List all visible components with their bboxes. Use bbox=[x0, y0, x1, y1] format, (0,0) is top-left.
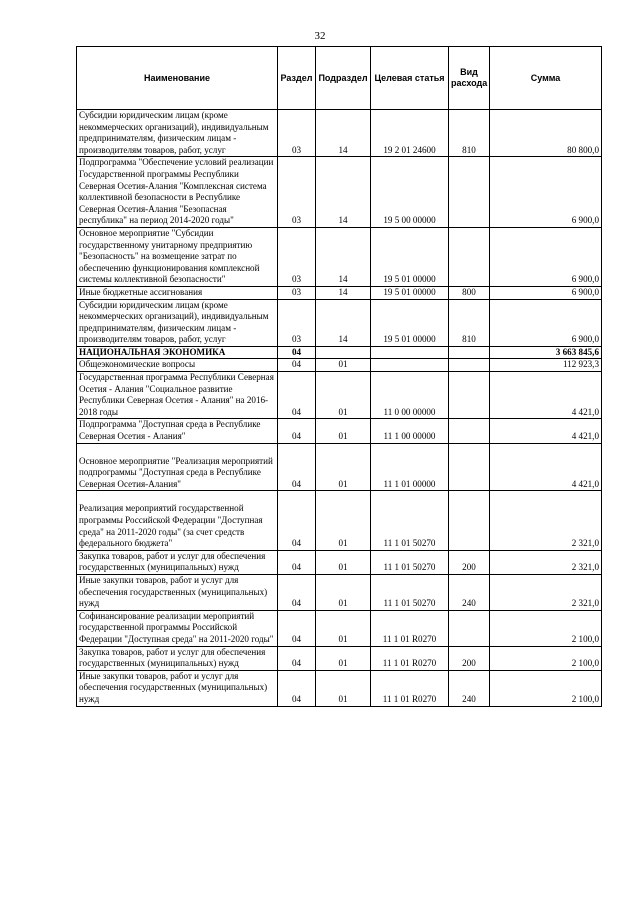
row-name: Подпрограмма "Доступная среда в Республике Северная Осетия - Алания" bbox=[77, 419, 278, 443]
row-target: 11 1 01 50270 bbox=[371, 550, 449, 574]
row-target: 11 0 00 00000 bbox=[371, 372, 449, 419]
row-sum: 2 100,0 bbox=[490, 646, 602, 670]
row-name: Закупка товаров, работ и услуг для обеспечения государственных (муниципальных) нужд bbox=[77, 550, 278, 574]
table-row bbox=[77, 670, 602, 706]
table-row bbox=[77, 157, 602, 228]
row-name: Основное мероприятие "Субсидии государственному унитарному предприятию "Безопасность" на возмещение затрат по обеспечению функционирования комплексной системы коллективной безопасности" bbox=[77, 227, 278, 286]
row-target: 19 5 01 00000 bbox=[371, 286, 449, 299]
row-section: 04 bbox=[278, 646, 316, 670]
row-section: 03 bbox=[278, 227, 316, 286]
budget-table bbox=[76, 46, 602, 707]
row-name: Иные закупки товаров, работ и услуг для обеспечения государственных (муниципальных) нужд bbox=[77, 670, 278, 706]
row-name: Закупка товаров, работ и услуг для обеспечения государственных (муниципальных) нужд bbox=[77, 646, 278, 670]
row-name: Государственная программа Республики Северная Осетия - Алания "Социальное развитие Республики Северная Осетия - Алания" на 2016-2018 годы bbox=[77, 372, 278, 419]
row-type bbox=[449, 491, 490, 550]
row-subsection bbox=[316, 346, 371, 359]
row-subsection: 14 bbox=[316, 110, 371, 157]
row-subsection: 14 bbox=[316, 286, 371, 299]
row-target: 11 1 01 50270 bbox=[371, 491, 449, 550]
row-target bbox=[371, 346, 449, 359]
row-section: 03 bbox=[278, 299, 316, 346]
table-row bbox=[77, 574, 602, 610]
row-target: 11 1 01 00000 bbox=[371, 443, 449, 491]
row-section: 04 bbox=[278, 372, 316, 419]
row-type: 810 bbox=[449, 299, 490, 346]
row-subsection: 14 bbox=[316, 157, 371, 228]
row-subsection: 01 bbox=[316, 419, 371, 443]
table-row bbox=[77, 646, 602, 670]
row-name: Субсидии юридическим лицам (кроме некоммерческих организаций), индивидуальным предпринимателям, физическим лицам - производителям товаров, работ, услуг bbox=[77, 299, 278, 346]
row-type: 240 bbox=[449, 670, 490, 706]
row-name: Реализация мероприятий государственной программы Российской Федерации "Доступная среда" на 2011-2020 годы" (за счет средств федерального бюджета" bbox=[77, 491, 278, 550]
row-type: 200 bbox=[449, 550, 490, 574]
table-row bbox=[77, 227, 602, 286]
header-sum: Сумма bbox=[490, 47, 602, 110]
row-section: 04 bbox=[278, 346, 316, 359]
row-sum: 6 900,0 bbox=[490, 286, 602, 299]
row-target: 19 2 01 24600 bbox=[371, 110, 449, 157]
header-name: Наименование bbox=[77, 47, 278, 110]
row-target: 19 5 01 00000 bbox=[371, 227, 449, 286]
row-type bbox=[449, 227, 490, 286]
row-subsection: 01 bbox=[316, 550, 371, 574]
table-row bbox=[77, 346, 602, 359]
table-row bbox=[77, 286, 602, 299]
header-subsection: Подраздел bbox=[316, 47, 371, 110]
row-name: НАЦИОНАЛЬНАЯ ЭКОНОМИКА bbox=[77, 346, 278, 359]
row-subsection: 01 bbox=[316, 670, 371, 706]
row-section: 04 bbox=[278, 610, 316, 646]
table-row bbox=[77, 419, 602, 443]
row-sum: 3 663 845,6 bbox=[490, 346, 602, 359]
row-type: 200 bbox=[449, 646, 490, 670]
table-row bbox=[77, 372, 602, 419]
row-section: 04 bbox=[278, 491, 316, 550]
table-row bbox=[77, 610, 602, 646]
row-section: 04 bbox=[278, 550, 316, 574]
row-subsection: 01 bbox=[316, 359, 371, 372]
row-sum: 4 421,0 bbox=[490, 443, 602, 491]
row-subsection: 01 bbox=[316, 443, 371, 491]
row-subsection: 14 bbox=[316, 227, 371, 286]
row-target: 19 5 01 00000 bbox=[371, 299, 449, 346]
row-section: 04 bbox=[278, 359, 316, 372]
header-type: Вид расхода bbox=[449, 47, 490, 110]
row-sum: 2 321,0 bbox=[490, 574, 602, 610]
row-sum: 2 321,0 bbox=[490, 550, 602, 574]
header-target: Целевая статья bbox=[371, 47, 449, 110]
row-sum: 6 900,0 bbox=[490, 299, 602, 346]
table-header-row bbox=[77, 47, 602, 110]
row-sum: 2 100,0 bbox=[490, 670, 602, 706]
row-name: Иные бюджетные ассигнования bbox=[77, 286, 278, 299]
row-target: 11 1 00 00000 bbox=[371, 419, 449, 443]
table-row bbox=[77, 491, 602, 550]
row-target: 11 1 01 R0270 bbox=[371, 670, 449, 706]
row-target: 11 1 01 50270 bbox=[371, 574, 449, 610]
row-section: 04 bbox=[278, 419, 316, 443]
table-body bbox=[77, 110, 602, 707]
row-section: 03 bbox=[278, 286, 316, 299]
row-type bbox=[449, 346, 490, 359]
table-row bbox=[77, 110, 602, 157]
row-name: Основное мероприятие "Реализация мероприятий подпрограммы "Доступная среда в Республике Северная Осетия-Алания" bbox=[77, 443, 278, 491]
row-section: 04 bbox=[278, 574, 316, 610]
row-subsection: 01 bbox=[316, 574, 371, 610]
row-subsection: 01 bbox=[316, 646, 371, 670]
row-section: 04 bbox=[278, 443, 316, 491]
row-section: 04 bbox=[278, 670, 316, 706]
row-subsection: 01 bbox=[316, 372, 371, 419]
row-section: 03 bbox=[278, 110, 316, 157]
row-type bbox=[449, 610, 490, 646]
row-sum: 2 321,0 bbox=[490, 491, 602, 550]
row-type: 240 bbox=[449, 574, 490, 610]
row-name: Общеэкономические вопросы bbox=[77, 359, 278, 372]
row-target bbox=[371, 359, 449, 372]
row-name: Субсидии юридическим лицам (кроме некоммерческих организаций), индивидуальным предпринимателям, физическим лицам - производителям товаров, работ, услуг bbox=[77, 110, 278, 157]
table-row bbox=[77, 550, 602, 574]
row-name: Подпрограмма "Обеспечение условий реализации Государственной программы Республики Северная Осетия-Алания "Комплексная система коллективной безопасности в Республике Северная Осетия-Алания "Безопасная республика" на период 2014-2020 годы" bbox=[77, 157, 278, 228]
row-type bbox=[449, 443, 490, 491]
row-type: 800 bbox=[449, 286, 490, 299]
row-type bbox=[449, 419, 490, 443]
row-sum: 4 421,0 bbox=[490, 419, 602, 443]
row-subsection: 01 bbox=[316, 610, 371, 646]
table-row bbox=[77, 359, 602, 372]
row-type bbox=[449, 157, 490, 228]
row-sum: 112 923,3 bbox=[490, 359, 602, 372]
row-sum: 4 421,0 bbox=[490, 372, 602, 419]
row-sum: 6 900,0 bbox=[490, 227, 602, 286]
row-type bbox=[449, 372, 490, 419]
row-name: Иные закупки товаров, работ и услуг для обеспечения государственных (муниципальных) нужд bbox=[77, 574, 278, 610]
row-type: 810 bbox=[449, 110, 490, 157]
row-section: 03 bbox=[278, 157, 316, 228]
row-target: 19 5 00 00000 bbox=[371, 157, 449, 228]
header-section: Раздел bbox=[278, 47, 316, 110]
table-row bbox=[77, 299, 602, 346]
row-subsection: 14 bbox=[316, 299, 371, 346]
row-type bbox=[449, 359, 490, 372]
row-name: Софинансирование реализации мероприятий государственной программы Российской Федерации "Доступная среда" на 2011-2020 годы" bbox=[77, 610, 278, 646]
row-sum: 6 900,0 bbox=[490, 157, 602, 228]
row-subsection: 01 bbox=[316, 491, 371, 550]
row-sum: 2 100,0 bbox=[490, 610, 602, 646]
row-target: 11 1 01 R0270 bbox=[371, 610, 449, 646]
page-number: 32 bbox=[314, 30, 326, 42]
row-target: 11 1 01 R0270 bbox=[371, 646, 449, 670]
table-row bbox=[77, 443, 602, 491]
row-sum: 80 800,0 bbox=[490, 110, 602, 157]
